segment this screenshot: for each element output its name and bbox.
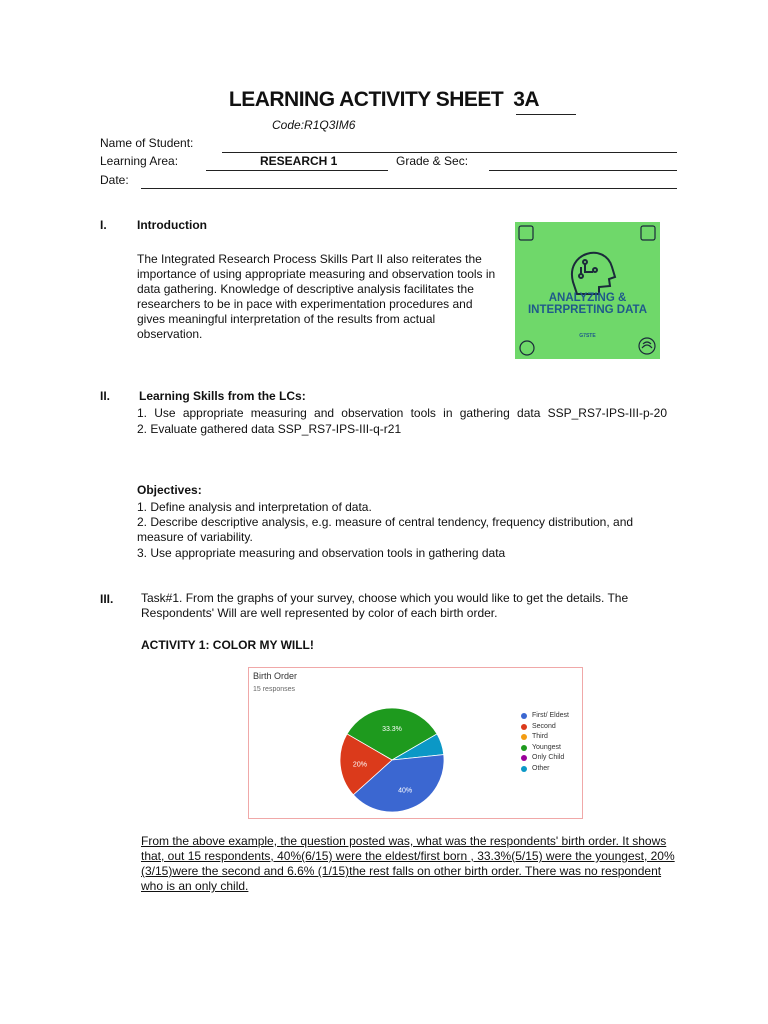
intro-title: Introduction bbox=[137, 218, 207, 232]
area-label: Learning Area: bbox=[100, 154, 179, 168]
legend-label: Only Child bbox=[532, 754, 565, 761]
legend-swatch bbox=[521, 766, 527, 772]
skills-number: II. bbox=[100, 389, 111, 403]
area-value: RESEARCH 1 bbox=[260, 154, 338, 168]
pie-label-first-eldest: 40% bbox=[398, 787, 413, 795]
sheet-title bbox=[0, 88, 768, 112]
title-underline bbox=[516, 114, 576, 115]
legend-item-other bbox=[521, 764, 569, 775]
chart-legend bbox=[521, 711, 569, 774]
legend-item-first-eldest bbox=[521, 711, 569, 722]
sheet-code: Code:R1Q3IM6 bbox=[272, 118, 356, 132]
pie-chart bbox=[329, 698, 469, 816]
legend-item-youngest bbox=[521, 743, 569, 754]
intro-number: I. bbox=[100, 218, 107, 232]
legend-label: Third bbox=[532, 733, 548, 740]
legend-swatch bbox=[521, 734, 527, 740]
chart-title: Birth Order bbox=[253, 671, 298, 681]
pie-label-second: 20% bbox=[352, 761, 367, 769]
objectives-item-2: 2. Describe descriptive analysis, e.g. measure of central tendency, frequency distribution, and measure of variability. bbox=[137, 515, 634, 544]
sheet-number: 3A bbox=[513, 88, 540, 111]
legend-label: First/ Eldest bbox=[532, 712, 569, 719]
date-field[interactable] bbox=[141, 188, 677, 189]
skills-title: Learning Skills from the LCs: bbox=[139, 389, 306, 403]
task-body: Task#1. From the graphs of your survey, choose which you would like to get the details. The Respondents' Will are well represented by color of each birth order. bbox=[141, 591, 629, 620]
legend-swatch bbox=[521, 713, 527, 719]
birth-order-chart bbox=[248, 667, 583, 819]
legend-item-third bbox=[521, 732, 569, 743]
legend-swatch bbox=[521, 745, 527, 751]
skills-item-1: 1. Use appropriate measuring and observation tools in gathering data SSP_RS7-IPS-III-p-20 bbox=[137, 406, 667, 420]
skills-item-2: 2. Evaluate gathered data SSP_RS7-IPS-III-q-r21 bbox=[137, 422, 402, 436]
objectives-title: Objectives: bbox=[137, 483, 202, 497]
intro-body: The Integrated Research Process Skills Part II also reiterates the importance of using appropriate measuring and observation tools in data gathering. Knowledge of descriptive analysis facilitates the researchers to be in pace with experimentation procedures and gives meaningful interpretation of the results from actual observation. bbox=[137, 252, 496, 341]
legend-swatch bbox=[521, 755, 527, 761]
name-label: Name of Student: bbox=[100, 136, 194, 150]
name-field[interactable] bbox=[222, 152, 677, 153]
area-field[interactable] bbox=[206, 170, 388, 171]
legend-label: Other bbox=[532, 764, 550, 772]
objectives-item-1: 1. Define analysis and interpretation of data. bbox=[137, 500, 372, 514]
legend-item-second bbox=[521, 722, 569, 733]
legend-label: Second bbox=[532, 722, 556, 730]
date-label: Date: bbox=[100, 173, 129, 187]
chart-subtitle: 15 responses bbox=[253, 686, 296, 693]
analyzing-data-caption: ANALYZING & INTERPRETING DATA bbox=[527, 292, 648, 316]
pie-label-youngest: 33.3% bbox=[382, 725, 402, 733]
chart-explanation: From the above example, the question posted was, what was the respondents' birth order. It shows that, out 15 respondents, 40%(6/15) were the eldest/first born , 33.3%(5/15) were the youngest, 20% (3/15)were the second and 6.6% (1/15)the rest falls on other birth order. There was no respondent who is an only child. bbox=[141, 834, 675, 893]
grade-label: Grade & Sec: bbox=[396, 154, 469, 168]
legend-swatch bbox=[521, 724, 527, 730]
legend-item-only-child bbox=[521, 753, 569, 764]
sheet-title-text: LEARNING ACTIVITY SHEET bbox=[228, 88, 504, 111]
legend-label: Youngest bbox=[532, 743, 561, 751]
activity-title: ACTIVITY 1: COLOR MY WILL! bbox=[141, 638, 314, 652]
grade-field[interactable] bbox=[489, 170, 677, 171]
task-number: III. bbox=[100, 592, 114, 606]
analyzing-data-subcaption: G7STE bbox=[579, 333, 596, 339]
objectives-item-3: 3. Use appropriate measuring and observation tools in gathering data bbox=[137, 546, 506, 560]
